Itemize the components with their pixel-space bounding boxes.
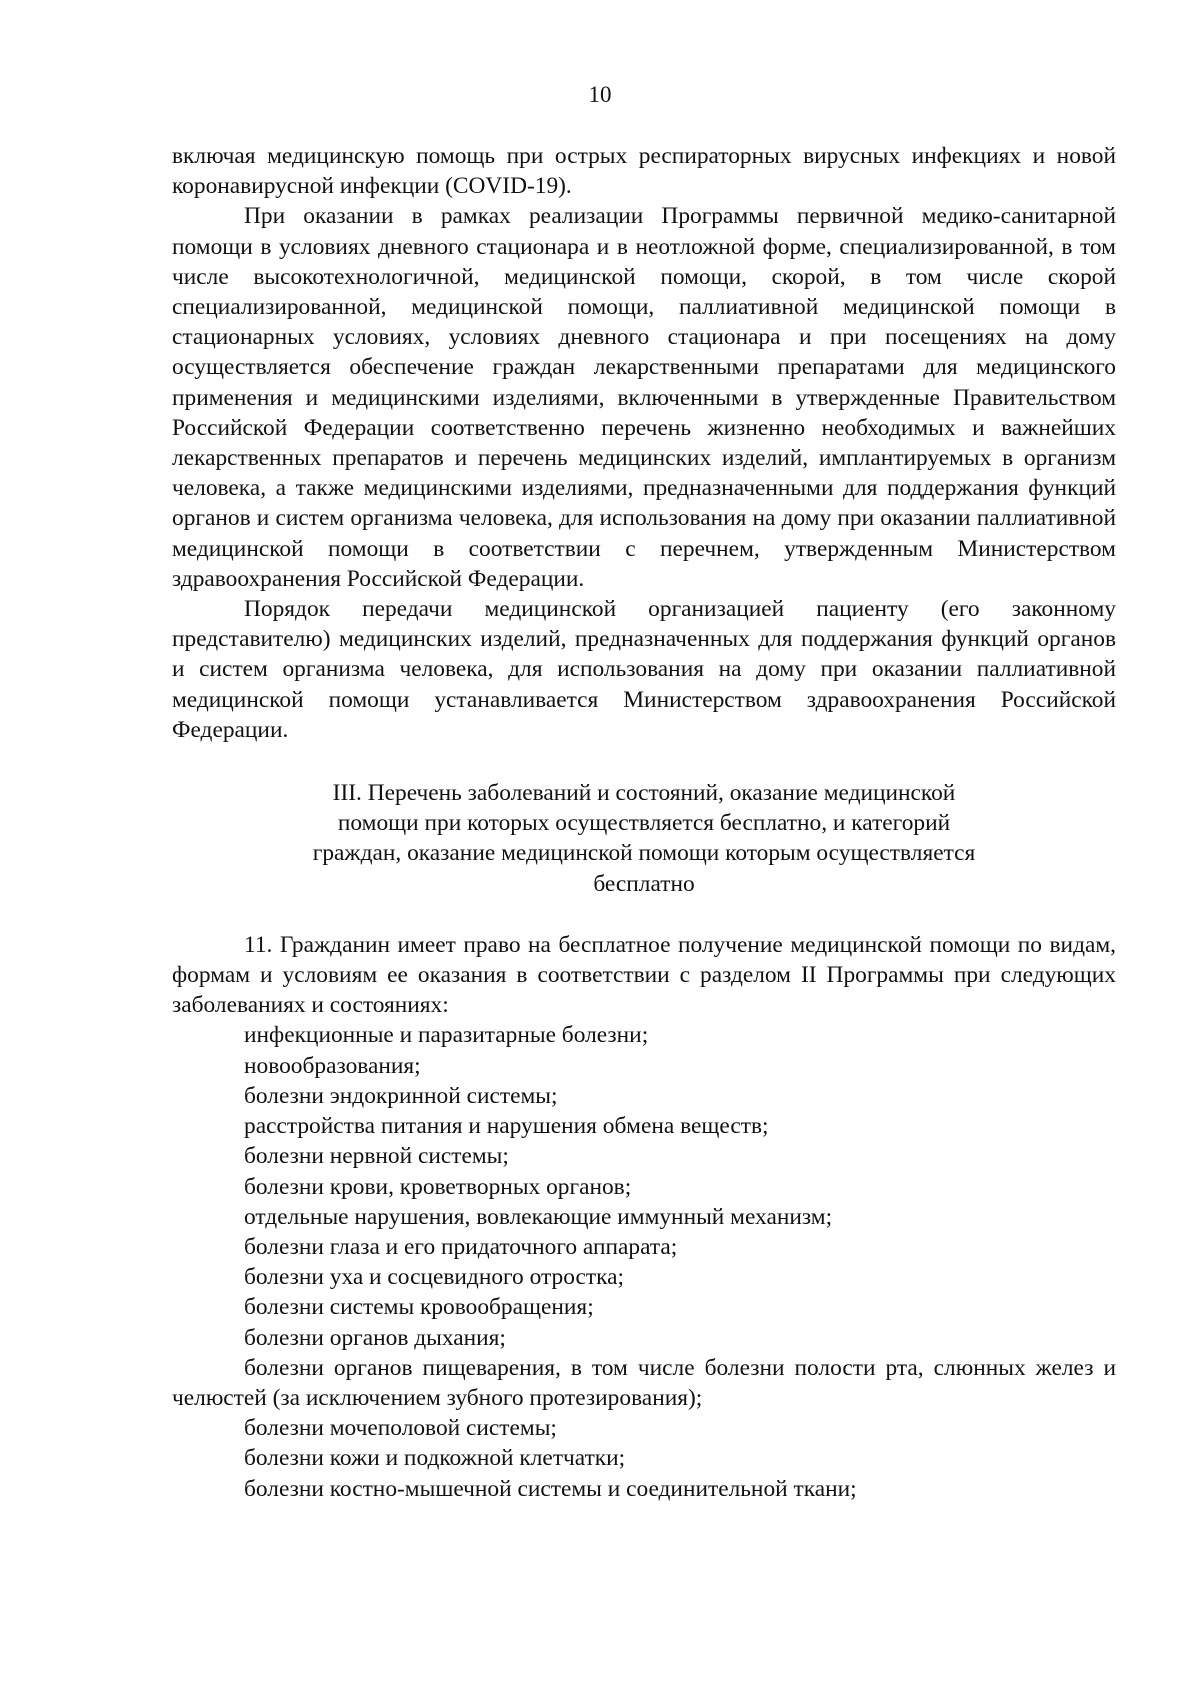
list-item: отдельные нарушения, вовлекающие иммунный механизм; — [244, 1203, 833, 1230]
section-title-line: граждан, оказание медицинской помощи которым осуществляется — [312, 840, 976, 867]
section-title-line: помощи при которых осуществляется бесплатно, и категорий — [337, 810, 951, 837]
list-item: болезни органов дыхания; — [244, 1324, 506, 1351]
paragraph-medication-provision: При оказании в рамках реализации Программы первичной медико-санитарной помощи в условиях дневного стационара и в неотложной форме, специализированной, в том числе высокотехнологичной, медицинской помощи, скорой, в том числе скорой специализированной, медицинской помощи, паллиативной медицинской помощи в стационарных условиях, условиях дневного стационара и при посещениях на дому осуществляется обеспечение граждан лекарственными препаратами для медицинского применения и медицинскими изделиями, включенными в утвержденные Правительством Российской Федерации соответственно перечень жизненно необходимых и важнейших лекарственных препаратов и перечень медицинских изделий, имплантируемых в организм человека, а также медицинскими изделиями, предназначенными для поддержания функций органов и систем организма человека, для использования на дому при оказании паллиативной медицинской помощи в соответствии с перечнем, утвержденным Министерством здравоохранения Российской Федерации. — [172, 203, 1116, 592]
paragraph-continuation: включая медицинскую помощь при острых респираторных вирусных инфекциях и новой коронавирусной инфекции (COVID-19). — [172, 143, 1116, 200]
list-item: болезни мочеполовой системы; — [244, 1415, 557, 1442]
document-body — [172, 141, 1116, 1504]
list-item: новообразования; — [244, 1052, 421, 1079]
section-title-line: бесплатно — [593, 870, 695, 897]
list-item: болезни органов пищеварения, в том числе болезни полости рта, слюнных желез и челюстей (за исключением зубного протезирования); — [172, 1354, 1116, 1411]
disease-list — [172, 1020, 1116, 1503]
list-item: болезни костно-мышечной системы и соединительной ткани; — [244, 1475, 857, 1502]
list-item: болезни крови, кроветворных органов; — [244, 1173, 632, 1200]
list-item: болезни нервной системы; — [244, 1143, 509, 1170]
list-item: инфекционные и паразитарные болезни; — [244, 1022, 649, 1049]
paragraph-device-transfer: Порядок передачи медицинской организацией пациенту (его законному представителю) медицинских изделий, предназначенных для поддержания функций органов и систем организма человека, для использования на дому при оказании паллиативной медицинской помощи устанавливается Министерством здравоохранения Российской Федерации. — [172, 596, 1116, 743]
section-title-line: III. Перечень заболеваний и состояний, оказание медицинской — [332, 780, 956, 807]
page-number: 10 — [588, 82, 612, 107]
section-title — [264, 778, 1024, 899]
list-item: болезни системы кровообращения; — [244, 1294, 594, 1321]
list-item: болезни эндокринной системы; — [244, 1082, 558, 1109]
list-item: болезни глаза и его придаточного аппарата; — [244, 1233, 678, 1260]
list-item: расстройства питания и нарушения обмена веществ; — [244, 1113, 769, 1140]
clause-11: 11. Гражданин имеет право на бесплатное получение медицинской помощи по видам, формам и условиям ее оказания в соответствии с разделом II Программы при следующих заболеваниях и состояниях: — [172, 931, 1116, 1019]
list-item: болезни кожи и подкожной клетчатки; — [244, 1445, 626, 1472]
list-item: болезни уха и сосцевидного отростка; — [244, 1264, 624, 1291]
